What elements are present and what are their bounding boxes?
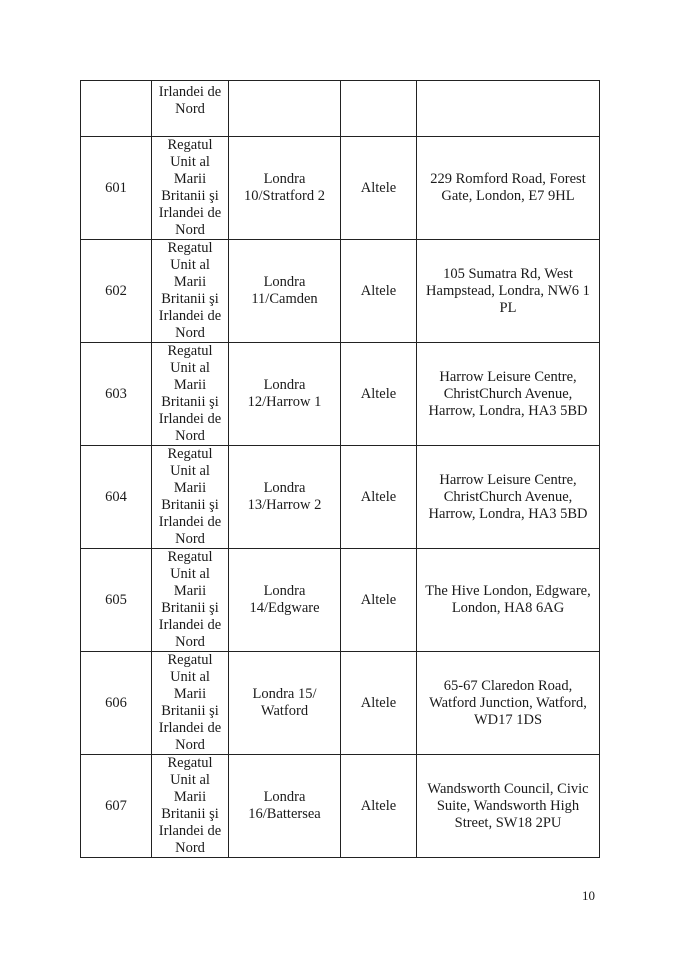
cell-city: Londra 14/Edgware [229, 549, 341, 652]
cell-address: 65-67 Claredon Road, Watford Junction, Watford, WD17 1DS [417, 652, 600, 755]
table-row [81, 343, 600, 446]
table-row [81, 755, 600, 858]
cell-address: 105 Sumatra Rd, West Hampstead, Londra, NW6 1 PL [417, 240, 600, 343]
table-row [81, 446, 600, 549]
cell-country: Irlandei de Nord [152, 81, 229, 137]
cell-address: Wandsworth Council, Civic Suite, Wandsworth High Street, SW18 2PU [417, 755, 600, 858]
cell-type: Altele [341, 755, 417, 858]
cell-city: Londra 12/Harrow 1 [229, 343, 341, 446]
cell-number: 601 [81, 137, 152, 240]
cell-country: Regatul Unit al Marii Britanii şi Irlandei de Nord [152, 755, 229, 858]
cell-country: Regatul Unit al Marii Britanii şi Irlandei de Nord [152, 240, 229, 343]
table-row [81, 81, 600, 137]
cell-type: Altele [341, 343, 417, 446]
cell-type: Altele [341, 137, 417, 240]
cell-city: Londra 10/Stratford 2 [229, 137, 341, 240]
cell-city: Londra 15/ Watford [229, 652, 341, 755]
cell-city [229, 81, 341, 137]
cell-number: 602 [81, 240, 152, 343]
cell-number [81, 81, 152, 137]
cell-country: Regatul Unit al Marii Britanii şi Irlandei de Nord [152, 343, 229, 446]
cell-type [341, 81, 417, 137]
cell-country: Regatul Unit al Marii Britanii şi Irlandei de Nord [152, 137, 229, 240]
cell-type: Altele [341, 652, 417, 755]
cell-city: Londra 16/Battersea [229, 755, 341, 858]
table-row [81, 137, 600, 240]
cell-number: 606 [81, 652, 152, 755]
cell-number: 604 [81, 446, 152, 549]
cell-country: Regatul Unit al Marii Britanii şi Irlandei de Nord [152, 446, 229, 549]
cell-address: 229 Romford Road, Forest Gate, London, E7 9HL [417, 137, 600, 240]
cell-number: 605 [81, 549, 152, 652]
cell-address: The Hive London, Edgware, London, HA8 6AG [417, 549, 600, 652]
cell-country: Regatul Unit al Marii Britanii şi Irlandei de Nord [152, 549, 229, 652]
cell-number: 603 [81, 343, 152, 446]
cell-address [417, 81, 600, 137]
table-row [81, 240, 600, 343]
cell-number: 607 [81, 755, 152, 858]
page-number: 10 [582, 888, 595, 903]
cell-city: Londra 11/Camden [229, 240, 341, 343]
cell-city: Londra 13/Harrow 2 [229, 446, 341, 549]
table-row [81, 549, 600, 652]
polling-stations-table [80, 80, 600, 858]
cell-country: Regatul Unit al Marii Britanii şi Irlandei de Nord [152, 652, 229, 755]
cell-type: Altele [341, 240, 417, 343]
cell-type: Altele [341, 446, 417, 549]
table-body [81, 81, 600, 858]
cell-address: Harrow Leisure Centre, ChristChurch Avenue, Harrow, Londra, HA3 5BD [417, 343, 600, 446]
cell-address: Harrow Leisure Centre, ChristChurch Avenue, Harrow, Londra, HA3 5BD [417, 446, 600, 549]
table-row [81, 652, 600, 755]
cell-type: Altele [341, 549, 417, 652]
